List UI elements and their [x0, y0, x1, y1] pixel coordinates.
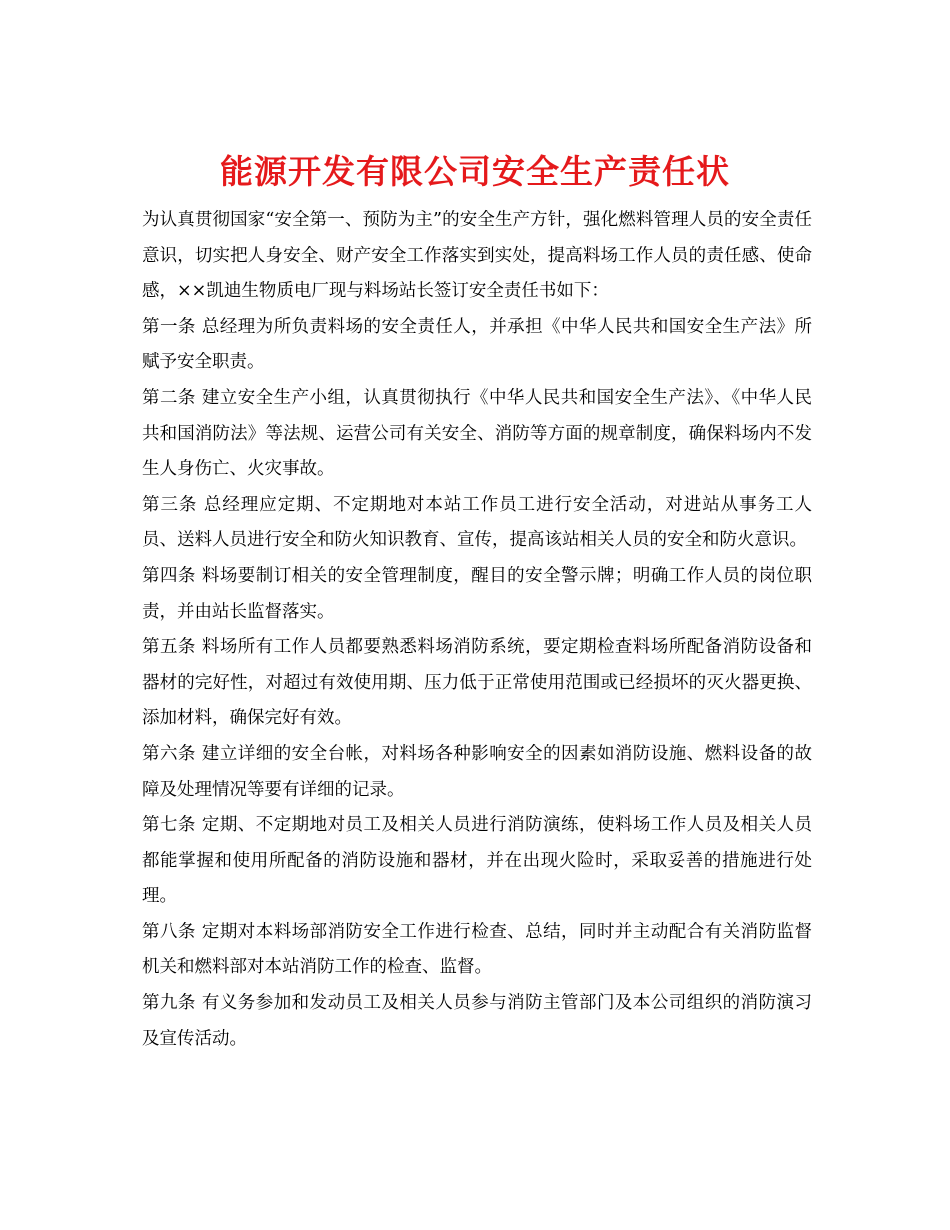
article-8: 第八条 定期对本料场部消防安全工作进行检查、总结，同时并主动配合有关消防监督机关和燃料部对本站消防工作的检查、监督。 — [142, 921, 812, 978]
article-2: 第二条 建立安全生产小组，认真贯彻执行《中华人民共和国安全生产法》、《中华人民共和国消防法》等法规、运营公司有关安全、消防等方面的规章制度，确保料场内不发生人身伤亡、火灾事故。 — [142, 387, 812, 480]
intro-paragraph: 为认真贯彻国家“安全第一、预防为主”的安全生产方针，强化燃料管理人员的安全责任意识，切实把人身安全、财产安全工作落实到实处，提高料场工作人员的责任感、使命感，××凯迪生物质电厂现与料场站长签订安全责任书如下： — [142, 210, 812, 302]
article-4: 第四条 料场要制订相关的安全管理制度，醒目的安全警示牌；明确工作人员的岗位职责，并由站长监督落实。 — [142, 565, 812, 622]
article-1: 第一条 总经理为所负责料场的安全责任人，并承担《中华人民共和国安全生产法》所赋予安全职责。 — [142, 316, 812, 373]
article-5: 第五条 料场所有工作人员都要熟悉料场消防系统，要定期检查料场所配备消防设备和器材的完好性，对超过有效使用期、压力低于正常使用范围或已经损坏的灭火器更换、添加材料，确保完好有效。 — [142, 637, 812, 729]
document-title: 能源开发有限公司安全生产责任状 — [220, 152, 730, 192]
article-7: 第七条 定期、不定期地对员工及相关人员进行消防演练，使料场工作人员及相关人员都能掌握和使用所配备的消防设施和器材，并在出现火险时，采取妥善的措施进行处理。 — [142, 815, 812, 907]
article-3: 第三条 总经理应定期、不定期地对本站工作员工进行安全活动，对进站从事务工人员、送料人员进行安全和防火知识教育、宣传，提高该站相关人员的安全和防火意识。 — [142, 494, 812, 551]
article-9: 第九条 有义务参加和发动员工及相关人员参与消防主管部门及本公司组织的消防演习及宣传活动。 — [142, 993, 812, 1049]
article-6: 第六条 建立详细的安全台帐，对料场各种影响安全的因素如消防设施、燃料设备的故障及处理情况等要有详细的记录。 — [142, 743, 812, 800]
document-body — [142, 203, 812, 1057]
